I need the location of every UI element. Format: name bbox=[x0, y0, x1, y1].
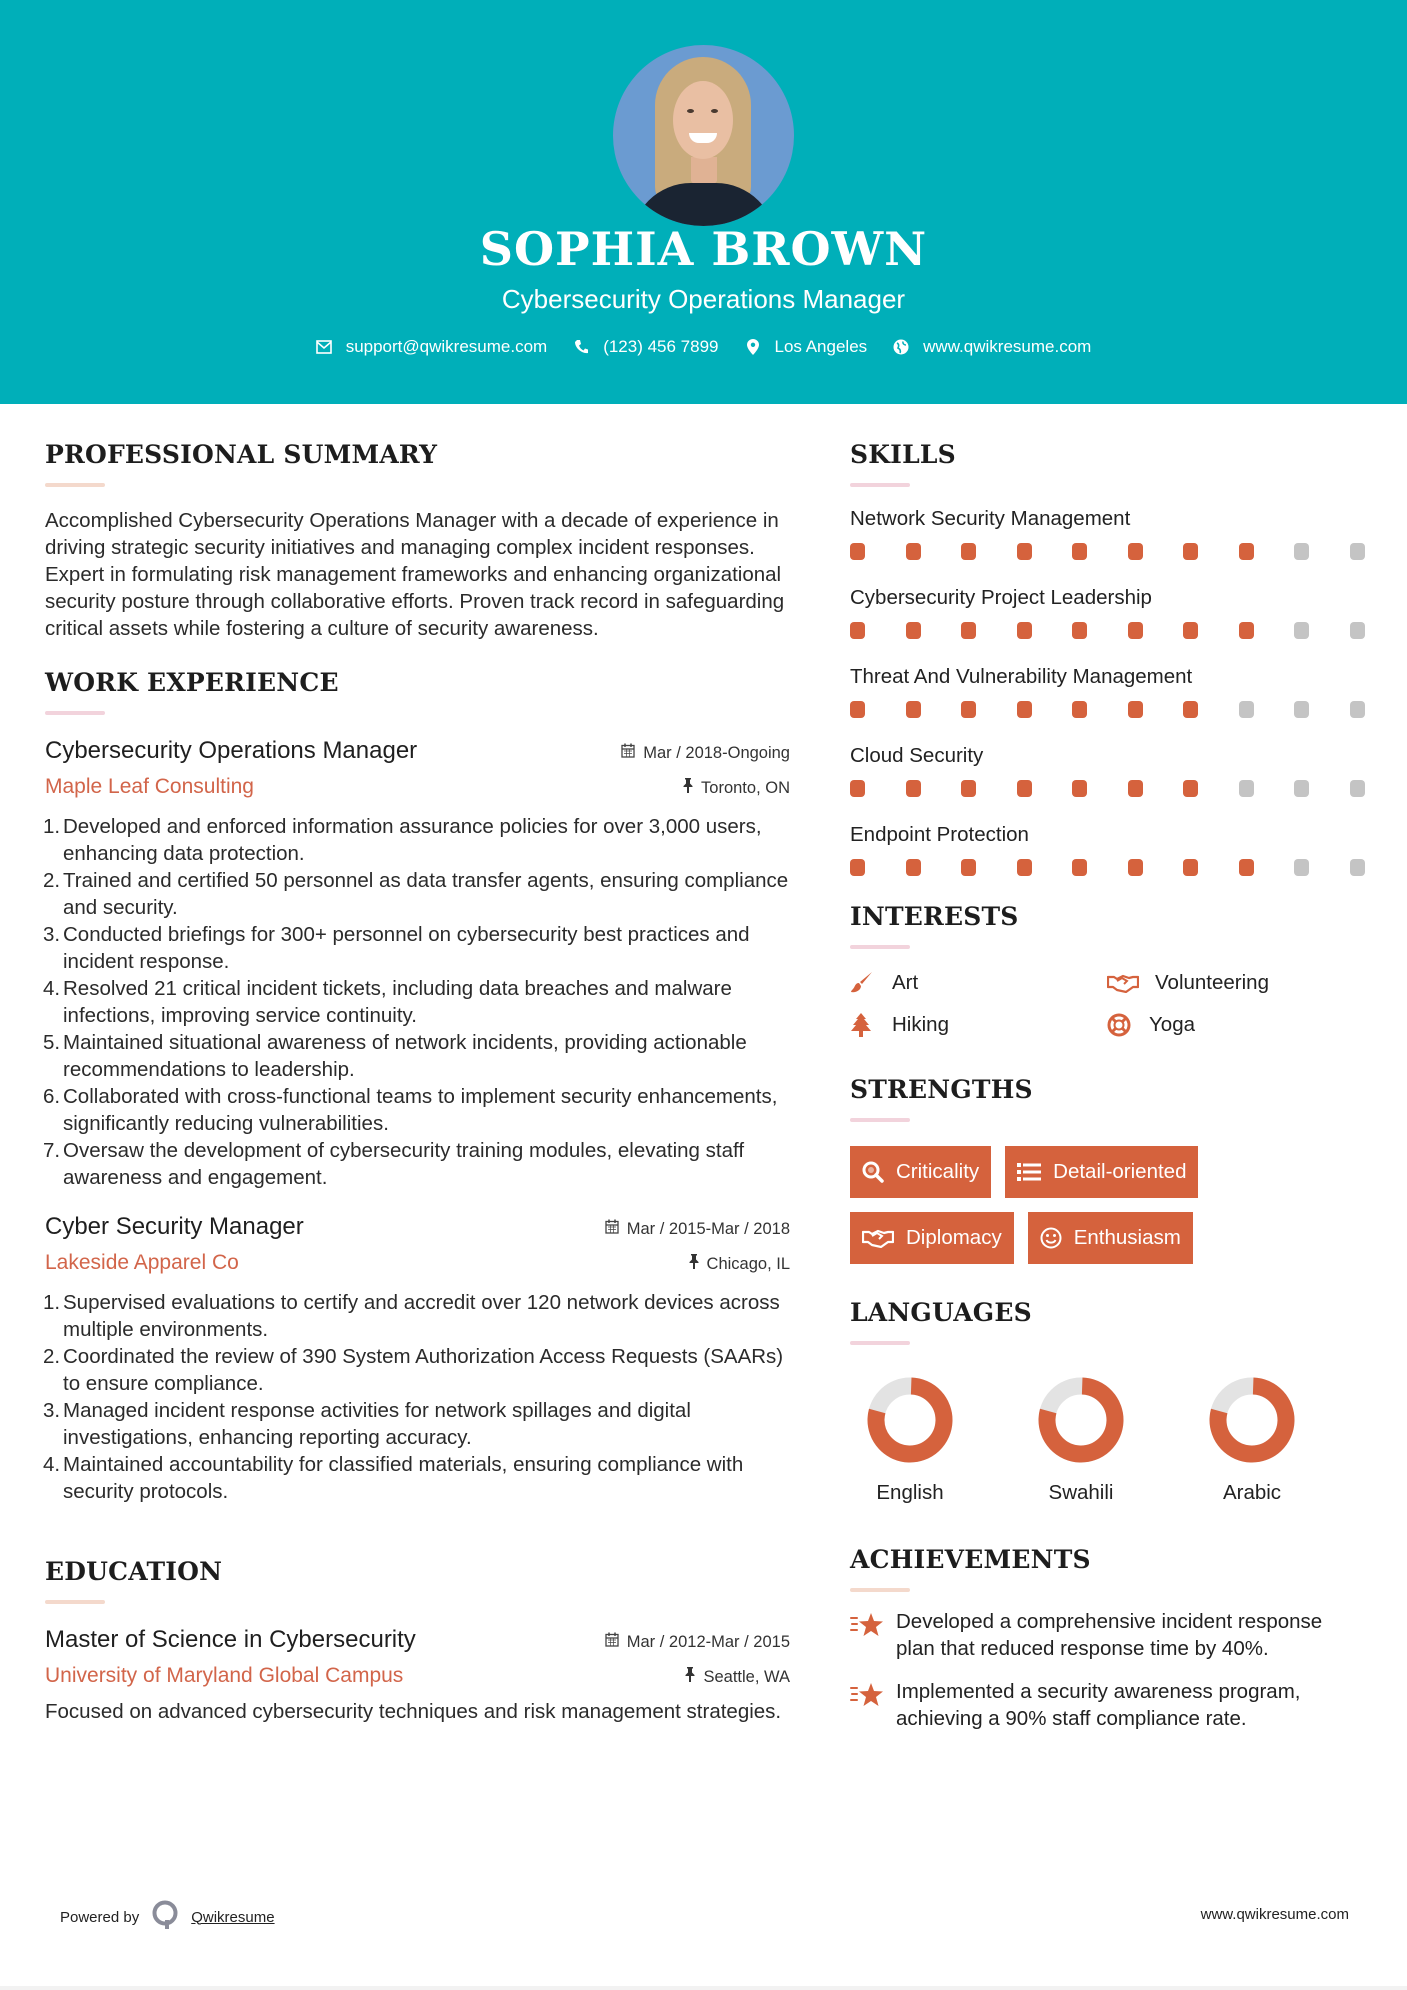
school-name: University of Maryland Global Campus bbox=[45, 1664, 404, 1687]
star-icon bbox=[850, 1608, 884, 1642]
strength-tag bbox=[850, 1212, 1014, 1264]
rating-dot-empty bbox=[1294, 701, 1309, 718]
phone-icon bbox=[573, 339, 589, 355]
rating-dot-filled bbox=[1072, 622, 1087, 639]
rating-dot-filled bbox=[850, 622, 865, 639]
rating-dot-filled bbox=[961, 543, 976, 560]
job-location-text: Chicago, IL bbox=[706, 1254, 790, 1273]
rating-dot-empty bbox=[1350, 859, 1365, 876]
heading-underline bbox=[850, 1118, 910, 1122]
bullet-item: Maintained accountability for classified materials, ensuring compliance with security protocols. bbox=[63, 1453, 744, 1503]
section-heading: WORK EXPERIENCE bbox=[45, 668, 339, 697]
rating-dot-filled bbox=[906, 859, 921, 876]
rating-dot-empty bbox=[1350, 543, 1365, 560]
bullet-item: Conducted briefings for 300+ personnel on cybersecurity best practices and incident response. bbox=[63, 923, 750, 973]
interest-item bbox=[1107, 1013, 1364, 1037]
heading-underline bbox=[850, 945, 910, 949]
language-donut bbox=[1192, 1377, 1363, 1463]
rating-dot-filled bbox=[961, 859, 976, 876]
avatar-eye bbox=[687, 109, 694, 113]
contact-row bbox=[0, 337, 1407, 357]
contact-website-text: www.qwikresume.com bbox=[923, 337, 1092, 356]
rating-dot-filled bbox=[850, 780, 865, 797]
heading-underline bbox=[850, 1341, 910, 1345]
experience-section bbox=[45, 668, 790, 1505]
footer-website[interactable]: www.qwikresume.com bbox=[1200, 1906, 1349, 1923]
avatar bbox=[613, 45, 794, 226]
job-title: Cybersecurity Operations Manager bbox=[45, 737, 418, 764]
strength-label: Diplomacy bbox=[906, 1226, 1002, 1249]
education-entry bbox=[45, 1626, 790, 1725]
interest-label: Art bbox=[892, 971, 919, 994]
rating-dot-empty bbox=[1239, 701, 1254, 718]
smile-icon bbox=[1040, 1227, 1062, 1249]
rating-dot-filled bbox=[961, 622, 976, 639]
rating-dot-filled bbox=[1072, 701, 1087, 718]
interest-label: Hiking bbox=[892, 1013, 949, 1036]
contact-location bbox=[745, 337, 868, 357]
section-heading: STRENGTHS bbox=[850, 1075, 1033, 1104]
qwikresume-link[interactable]: Qwikresume bbox=[191, 1908, 275, 1926]
language-name: Swahili bbox=[1048, 1481, 1114, 1504]
strength-tag bbox=[1005, 1146, 1198, 1198]
candidate-title: Cybersecurity Operations Manager bbox=[501, 284, 906, 314]
resume-header bbox=[0, 0, 1407, 404]
strength-label: Criticality bbox=[896, 1160, 980, 1183]
rating-dot-filled bbox=[1183, 622, 1198, 639]
skill-item bbox=[850, 744, 1365, 797]
skill-item bbox=[850, 507, 1365, 560]
interest-item bbox=[1107, 971, 1364, 995]
list-icon bbox=[1017, 1162, 1041, 1182]
language-donut bbox=[1021, 1377, 1192, 1463]
skills-list bbox=[850, 507, 1365, 876]
contact-email-text: support@qwikresume.com bbox=[345, 337, 548, 356]
bullet-item: Supervised evaluations to certify and accredit over 120 network devices across multiple environments. bbox=[63, 1291, 780, 1341]
avatar-shirt bbox=[631, 183, 776, 226]
page-bottom-divider bbox=[0, 1986, 1407, 1990]
rating-dot-filled bbox=[906, 701, 921, 718]
bullet-item: Collaborated with cross-functional teams to implement security enhancements, significantly reducing vulnerabilities. bbox=[63, 1085, 778, 1135]
interest-item bbox=[850, 971, 1107, 995]
footer-powered-by bbox=[60, 1900, 275, 1934]
section-heading: EDUCATION bbox=[45, 1557, 223, 1586]
job-bullets bbox=[45, 1289, 790, 1505]
calendar-icon bbox=[621, 743, 635, 763]
rating-dot-empty bbox=[1294, 622, 1309, 639]
skills-section bbox=[850, 440, 1365, 876]
handshake-icon bbox=[1107, 971, 1139, 995]
heading-underline bbox=[45, 1600, 105, 1604]
donut-chart-icon bbox=[1038, 1377, 1124, 1463]
job-entry bbox=[45, 737, 790, 1191]
interest-label: Yoga bbox=[1149, 1013, 1195, 1036]
handshake-icon bbox=[862, 1228, 894, 1248]
rating-dot-filled bbox=[1072, 780, 1087, 797]
powered-by-label: Powered by bbox=[60, 1908, 140, 1926]
calendar-icon bbox=[605, 1219, 619, 1239]
rating-dot-filled bbox=[1183, 543, 1198, 560]
summary-section bbox=[45, 440, 790, 642]
rating-dot-filled bbox=[850, 543, 865, 560]
skill-item bbox=[850, 823, 1365, 876]
languages-section bbox=[850, 1298, 1365, 1505]
summary-text: Accomplished Cybersecurity Operations Manager with a decade of experience in driving strategic security initiatives and managing complex incident responses. Expert in formulating risk management frameworks and enhancing organizational security posture through collaborative efforts. Proven track record in safeguarding critical assets while fostering a culture of security awareness. bbox=[45, 509, 785, 640]
rating-dot-filled bbox=[1183, 859, 1198, 876]
rating-dot-filled bbox=[1128, 543, 1143, 560]
rating-dot-filled bbox=[850, 859, 865, 876]
rating-dot-empty bbox=[1239, 780, 1254, 797]
bullet-item: Developed and enforced information assurance policies for over 3,000 users, enhancing data protection. bbox=[63, 815, 762, 865]
language-name: English bbox=[876, 1481, 944, 1504]
bullet-item: Resolved 21 critical incident tickets, including data breaches and malware infections, improving service continuity. bbox=[63, 977, 732, 1027]
contact-phone-text: (123) 456 7899 bbox=[603, 337, 719, 356]
calendar-icon bbox=[605, 1632, 619, 1652]
strength-label: Detail-oriented bbox=[1053, 1160, 1187, 1183]
rating-dot-filled bbox=[1128, 780, 1143, 797]
language-item bbox=[1192, 1377, 1363, 1505]
rating-dot-filled bbox=[850, 701, 865, 718]
rating-dot-filled bbox=[1183, 780, 1198, 797]
education-description: Focused on advanced cybersecurity techniques and risk management strategies. bbox=[45, 1700, 782, 1723]
achievement-item bbox=[850, 1678, 1365, 1732]
company-name: Lakeside Apparel Co bbox=[45, 1251, 239, 1274]
pushpin-icon bbox=[689, 1254, 699, 1274]
contact-phone[interactable] bbox=[573, 337, 718, 357]
bullet-item: Maintained situational awareness of network incidents, providing actionable recommendations to leadership. bbox=[63, 1031, 747, 1081]
skill-name: Threat And Vulnerability Management bbox=[850, 665, 1193, 688]
rating-dot-empty bbox=[1350, 701, 1365, 718]
globe-icon bbox=[893, 339, 909, 355]
bullet-item: Oversaw the development of cybersecurity training modules, elevating staff awareness and engagement. bbox=[63, 1139, 745, 1189]
job-location-text: Toronto, ON bbox=[701, 778, 790, 797]
section-heading: ACHIEVEMENTS bbox=[850, 1545, 1091, 1574]
job-location bbox=[689, 1254, 790, 1274]
pushpin-icon bbox=[683, 778, 693, 798]
job-date-text: Mar / 2015-Mar / 2018 bbox=[626, 1219, 790, 1238]
rating-dot-filled bbox=[1072, 543, 1087, 560]
education-section bbox=[45, 1557, 790, 1725]
job-date-text: Mar / 2018-Ongoing bbox=[643, 743, 790, 762]
rating-dot-filled bbox=[906, 780, 921, 797]
skill-rating bbox=[850, 780, 1365, 797]
interest-item bbox=[850, 1013, 1107, 1037]
section-heading: INTERESTS bbox=[850, 902, 1019, 931]
qwikresume-logo-icon bbox=[151, 1900, 179, 1934]
education-date bbox=[605, 1632, 790, 1652]
achievements-section bbox=[850, 1545, 1365, 1732]
donut-chart-icon bbox=[867, 1377, 953, 1463]
section-heading: SKILLS bbox=[850, 440, 956, 469]
search-icon bbox=[862, 1161, 884, 1183]
interest-label: Volunteering bbox=[1155, 971, 1269, 994]
right-column bbox=[850, 440, 1365, 1732]
job-entry bbox=[45, 1213, 790, 1505]
heading-underline bbox=[850, 483, 910, 487]
heading-underline bbox=[45, 483, 105, 487]
rating-dot-empty bbox=[1350, 780, 1365, 797]
envelope-icon bbox=[316, 339, 332, 355]
pushpin-icon bbox=[685, 1667, 695, 1687]
skill-name: Cloud Security bbox=[850, 744, 984, 767]
rating-dot-filled bbox=[1128, 622, 1143, 639]
achievement-item bbox=[850, 1608, 1365, 1662]
tree-icon bbox=[850, 1013, 876, 1037]
skill-name: Endpoint Protection bbox=[850, 823, 1029, 846]
degree-title: Master of Science in Cybersecurity bbox=[45, 1626, 416, 1653]
strength-label: Enthusiasm bbox=[1073, 1226, 1181, 1249]
skill-item bbox=[850, 586, 1365, 639]
contact-location-text: Los Angeles bbox=[774, 337, 868, 356]
job-location bbox=[683, 778, 790, 798]
avatar-face bbox=[673, 81, 733, 159]
job-date bbox=[605, 1219, 790, 1239]
interests-section bbox=[850, 902, 1365, 1037]
education-date-text: Mar / 2012-Mar / 2015 bbox=[626, 1632, 790, 1651]
rating-dot-filled bbox=[1183, 701, 1198, 718]
language-item bbox=[1021, 1377, 1192, 1505]
contact-email[interactable] bbox=[316, 337, 548, 357]
heading-underline bbox=[850, 1588, 910, 1592]
rating-dot-empty bbox=[1294, 543, 1309, 560]
rating-dot-filled bbox=[1017, 859, 1032, 876]
candidate-name: SOPHIA BROWN bbox=[479, 222, 928, 276]
donut-chart-icon bbox=[1209, 1377, 1295, 1463]
rating-dot-filled bbox=[1128, 701, 1143, 718]
rating-dot-filled bbox=[1017, 622, 1032, 639]
rating-dot-empty bbox=[1294, 859, 1309, 876]
paintbrush-icon bbox=[850, 971, 876, 995]
rating-dot-filled bbox=[1072, 859, 1087, 876]
skill-item bbox=[850, 665, 1365, 718]
education-location-text: Seattle, WA bbox=[703, 1667, 790, 1686]
job-title: Cyber Security Manager bbox=[45, 1213, 304, 1240]
job-bullets bbox=[45, 813, 790, 1191]
contact-website[interactable] bbox=[893, 337, 1091, 357]
skill-name: Cybersecurity Project Leadership bbox=[850, 586, 1152, 609]
strength-tag bbox=[1028, 1212, 1193, 1264]
bullet-item: Trained and certified 50 personnel as data transfer agents, ensuring compliance and security. bbox=[63, 869, 789, 919]
rating-dot-filled bbox=[1239, 543, 1254, 560]
map-marker-icon bbox=[745, 339, 761, 355]
left-column bbox=[45, 440, 790, 1725]
section-heading: LANGUAGES bbox=[850, 1298, 1032, 1327]
avatar-eye bbox=[711, 109, 718, 113]
rating-dot-filled bbox=[906, 622, 921, 639]
achievement-text: Implemented a security awareness program, achieving a 90% staff compliance rate. bbox=[896, 1680, 1301, 1730]
rating-dot-empty bbox=[1350, 622, 1365, 639]
rating-dot-filled bbox=[961, 780, 976, 797]
rating-dot-filled bbox=[1239, 622, 1254, 639]
languages-list bbox=[850, 1377, 1365, 1505]
life-ring-icon bbox=[1107, 1013, 1133, 1037]
bullet-item: Managed incident response activities for network spillages and digital investigations, enhancing reporting accuracy. bbox=[63, 1399, 691, 1449]
skill-rating bbox=[850, 543, 1365, 560]
language-donut bbox=[850, 1377, 1021, 1463]
rating-dot-filled bbox=[1239, 859, 1254, 876]
rating-dot-filled bbox=[1017, 543, 1032, 560]
skill-rating bbox=[850, 859, 1365, 876]
strengths-list bbox=[850, 1146, 1310, 1264]
skill-rating bbox=[850, 701, 1365, 718]
language-name: Arabic bbox=[1222, 1481, 1282, 1504]
company-name: Maple Leaf Consulting bbox=[45, 775, 254, 798]
strength-tag bbox=[850, 1146, 991, 1198]
rating-dot-empty bbox=[1294, 780, 1309, 797]
star-icon bbox=[850, 1678, 884, 1712]
strengths-section bbox=[850, 1075, 1365, 1264]
rating-dot-filled bbox=[961, 701, 976, 718]
rating-dot-filled bbox=[1017, 780, 1032, 797]
rating-dot-filled bbox=[1017, 701, 1032, 718]
rating-dot-filled bbox=[1128, 859, 1143, 876]
bullet-item: Coordinated the review of 390 System Authorization Access Requests (SAARs) to ensure compliance. bbox=[63, 1345, 784, 1395]
heading-underline bbox=[45, 711, 105, 715]
interests-list bbox=[850, 971, 1365, 1037]
rating-dot-filled bbox=[906, 543, 921, 560]
skill-rating bbox=[850, 622, 1365, 639]
skill-name: Network Security Management bbox=[850, 507, 1131, 530]
job-date bbox=[621, 743, 790, 763]
language-item bbox=[850, 1377, 1021, 1505]
achievement-text: Developed a comprehensive incident response plan that reduced response time by 40%. bbox=[896, 1610, 1323, 1660]
education-location bbox=[685, 1667, 790, 1687]
section-heading: PROFESSIONAL SUMMARY bbox=[45, 440, 438, 469]
